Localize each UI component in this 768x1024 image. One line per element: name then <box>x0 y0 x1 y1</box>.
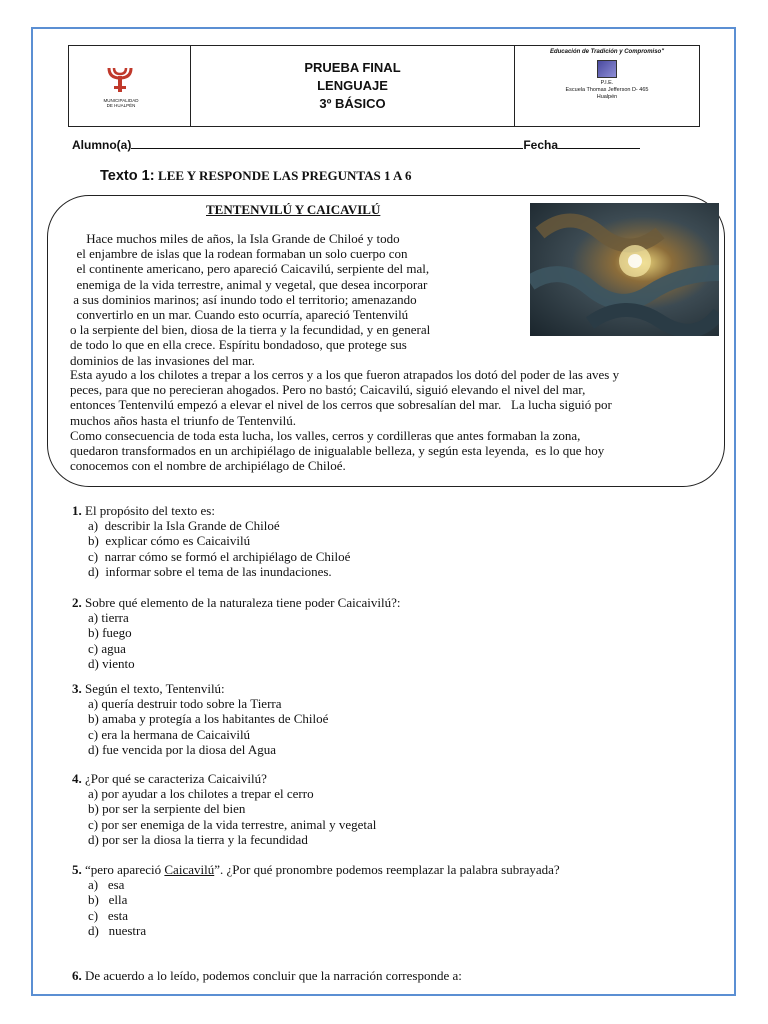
story-line: peces, para que no perecieran ahogados. Pero no bastó; Caicavilú, siguió elevando el nivel del mar, <box>70 382 586 398</box>
answer-option[interactable]: b) fuego <box>88 625 132 641</box>
alumno-label: Alumno(a) <box>72 138 132 152</box>
question-text: Sobre qué elemento de la naturaleza tiene poder Caicaivilú?: <box>81 595 401 610</box>
answer-option[interactable]: b) ella <box>88 892 128 908</box>
school-city: Hualpén <box>596 94 618 100</box>
answer-option[interactable]: c) narrar cómo se formó el archipiélago de Chiloé <box>88 548 351 564</box>
question-number: 3. <box>72 681 82 696</box>
story-line: a sus dominios marinos; así inundo todo el territorio; amenazando <box>70 291 417 307</box>
question-text: El propósito del texto es: <box>81 503 215 518</box>
underlined-word: Caicavilú <box>164 862 215 877</box>
question-text-end: ”. ¿Por qué pronombre podemos reemplazar la palabra subrayada? <box>214 862 560 877</box>
story-line: convertirlo en un mar. Cuando esto ocurría, apareció Tentenvilú <box>70 307 409 322</box>
school-name: Escuela Thomas Jefferson D- 465 <box>565 87 649 93</box>
story-line: el continente americano, pero apareció Caicavilú, serpiente del mal, <box>70 261 430 277</box>
question-text: “pero apareció <box>81 862 165 877</box>
header-table <box>68 45 700 127</box>
student-info-line <box>72 138 640 152</box>
question-3 <box>72 681 328 757</box>
question-6 <box>72 968 462 983</box>
school-program: P.I.E. <box>600 80 614 86</box>
question-stem <box>72 771 376 786</box>
school-info-cell <box>515 46 699 126</box>
answer-option[interactable]: c) era la hermana de Caicaivilú <box>88 726 251 742</box>
answer-option[interactable]: c) por ser enemiga de la vida terrestre, animal y vegetal <box>88 816 377 832</box>
school-motto: Educación de Tradición y Compromiso" <box>549 49 665 55</box>
question-stem <box>72 503 350 518</box>
answer-option[interactable]: d) informar sobre el tema de las inundaciones. <box>88 563 332 579</box>
story-line: conocemos con el nombre de archipiélago de Chiloé. <box>70 458 346 474</box>
answer-option[interactable]: a) por ayudar a los chilotes a trepar el cerro <box>88 786 314 802</box>
answer-option[interactable]: c) esta <box>88 907 129 923</box>
answer-option[interactable]: d) por ser la diosa la tierra y la fecundidad <box>88 831 308 847</box>
question-stem <box>72 681 328 696</box>
story-line: dominios de las invasiones del mar. <box>70 352 255 368</box>
question-number: 2. <box>72 595 82 610</box>
texto-heading <box>100 168 411 185</box>
question-stem <box>72 862 560 877</box>
answer-option[interactable]: d) fue vencida por la diosa del Agua <box>88 741 277 757</box>
serpent-illustration <box>530 203 719 336</box>
story-line: o la serpiente del bien, diosa de la tierra y la fecundidad, y en general <box>70 322 431 338</box>
question-number: 4. <box>72 771 82 786</box>
texto-instruction: LEE Y RESPONDE LAS PREGUNTAS 1 A 6 <box>158 168 412 183</box>
answer-option[interactable]: d) nuestra <box>88 922 147 938</box>
exam-grade: 3º BÁSICO <box>319 96 386 111</box>
story-line: entonces Tentenvilú empezó a elevar el nivel de los cerros que sobresalían del mar. La lucha siguió por <box>70 397 612 413</box>
question-4 <box>72 771 376 847</box>
fecha-label: Fecha <box>523 138 559 152</box>
answer-option[interactable]: a) describir la Isla Grande de Chiloé <box>88 518 280 534</box>
municipal-logo-cell <box>69 46 191 126</box>
story-line: Como consecuencia de toda esta lucha, los valles, cerros y cordilleras que antes formaban la zona, <box>70 427 581 443</box>
answer-option[interactable]: a) quería destruir todo sobre la Tierra <box>88 696 282 712</box>
exam-title: PRUEBA FINAL <box>304 60 401 75</box>
answer-option[interactable]: c) agua <box>88 640 126 656</box>
answer-option[interactable]: b) explicar cómo es Caicaivilú <box>88 533 251 549</box>
exam-title-cell <box>191 46 515 126</box>
school-crest-icon <box>597 60 617 78</box>
texto-label: Texto 1: <box>100 168 155 184</box>
story-line: enemiga de la vida terrestre, animal y vegetal, que desea incorporar <box>70 276 428 292</box>
question-number: 6. <box>72 968 82 983</box>
fecha-blank[interactable] <box>558 138 640 149</box>
story-line: quedaron transformados en un archipiélago de inigualable belleza, y según esta leyenda, es lo que hoy <box>70 443 605 458</box>
answer-option[interactable]: a) tierra <box>88 610 129 626</box>
question-1 <box>72 503 350 579</box>
answer-option[interactable]: b) por ser la serpiente del bien <box>88 801 246 817</box>
question-stem <box>72 595 400 610</box>
exam-subject: LENGUAJE <box>317 78 388 93</box>
question-text: De acuerdo a lo leído, podemos concluir que la narración corresponde a: <box>81 968 462 983</box>
story-line: Hace muchos miles de años, la Isla Grande de Chiloé y todo <box>70 231 400 246</box>
question-text: Según el texto, Tentenvilú: <box>81 681 225 696</box>
question-stem <box>72 968 462 983</box>
story-line: Esta ayudo a los chilotes a trepar a los cerros y a los que fueron atrapados los dotó del poder de las aves y <box>70 367 620 382</box>
question-number: 5. <box>72 862 82 877</box>
answer-option[interactable]: d) viento <box>88 655 135 671</box>
question-text: ¿Por qué se caracteriza Caicaivilú? <box>81 771 267 786</box>
question-5 <box>72 862 560 938</box>
alumno-blank[interactable] <box>131 138 523 149</box>
story-title: TENTENVILÚ Y CAICAVILÚ <box>206 202 381 217</box>
question-2 <box>72 595 400 671</box>
answer-option[interactable]: a) esa <box>88 877 125 893</box>
story-line: el enjambre de islas que la rodean formaban un solo cuerpo con <box>70 246 408 262</box>
serpent-drawing <box>530 203 719 336</box>
question-number: 1. <box>72 503 82 518</box>
answer-option[interactable]: b) amaba y protegía a los habitantes de Chiloé <box>88 711 329 727</box>
municipal-logo-icon <box>105 64 135 98</box>
story-line: de todo lo que en ella crece. Espíritu bondadoso, que protege sus <box>70 337 407 353</box>
logo-text: MUNICIPALIDAD DE HUALPÉN <box>103 98 139 108</box>
story-line: muchos años hasta el triunfo de Tentenvilú. <box>70 412 296 428</box>
